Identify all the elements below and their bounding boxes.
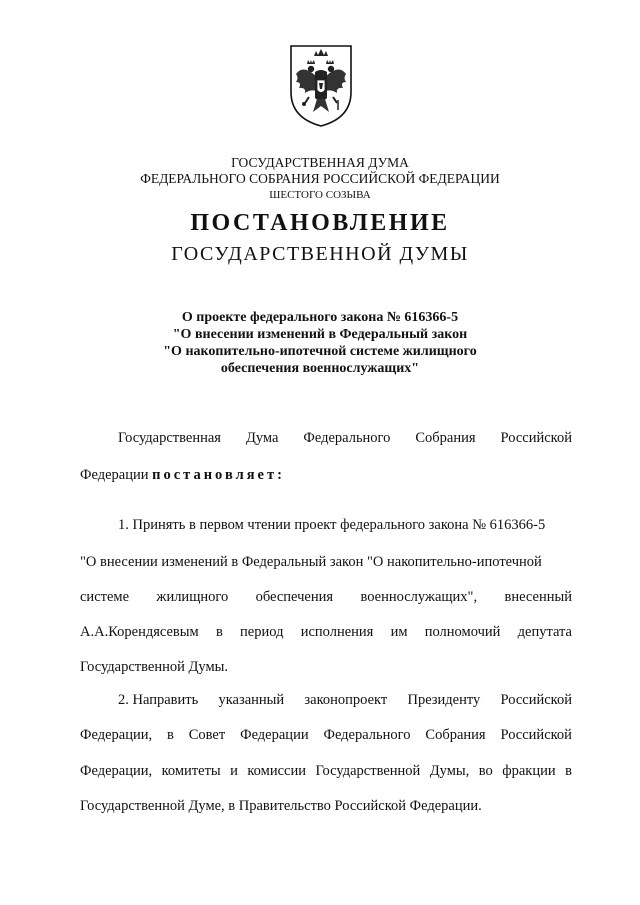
word: им (390, 624, 408, 640)
word: военнослужащих", (360, 589, 478, 605)
word: в (565, 763, 572, 779)
subject-line-1: О проекте федерального закона № 616366-5 (181, 310, 459, 325)
word: комиссии (247, 763, 306, 779)
word: в (215, 624, 223, 640)
subject-line-4: обеспечения военнослужащих" (220, 361, 420, 376)
word: депутата (517, 624, 572, 640)
word: Собрания (415, 430, 476, 446)
word: полномочий (424, 624, 501, 640)
preamble-line-2 (80, 467, 572, 484)
word: указанный (218, 692, 285, 708)
subject-line-3: "О накопительно-ипотечной системе жилищного (163, 344, 477, 359)
word: А.А.Корендясевым (80, 624, 199, 640)
word: жилищного (156, 589, 229, 605)
word: Государственная (118, 430, 221, 446)
item1-line-5: Государственной Думы. (80, 659, 228, 675)
item2-line-1 (118, 692, 572, 709)
coat-of-arms-emblem (287, 42, 355, 128)
word: Федерального (303, 430, 391, 446)
word: Собрания (425, 727, 486, 743)
item1-line-1: 1. Принять в первом чтении проект федерального закона № 616366-5 (118, 517, 546, 533)
word: Российской (500, 692, 572, 708)
word: комитеты (161, 763, 221, 779)
word: внесенный (504, 589, 572, 605)
org-name-line-2: ФЕДЕРАЛЬНОГО СОБРАНИЯ РОССИЙСКОЙ ФЕДЕРАЦИИ (140, 171, 500, 186)
word: Президенту (407, 692, 481, 708)
convocation-line: ШЕСТОГО СОЗЫВА (269, 189, 371, 201)
word: исполнения (300, 624, 374, 640)
word: фракции (502, 763, 556, 779)
word: Федерации, (80, 727, 153, 743)
word: Федерации, (80, 763, 153, 779)
word: законопроект (304, 692, 388, 708)
word: обеспечения (255, 589, 334, 605)
item1-line-2: "О внесении изменений в Федеральный закон "О накопительно-ипотечной (80, 554, 542, 570)
word: Российской (500, 430, 572, 446)
word: Совет (188, 727, 226, 743)
word: Российской (500, 727, 572, 743)
item1-line-3 (80, 589, 572, 606)
item2-line-4: Государственной Думе, в Правительство Российской Федерации. (80, 798, 482, 814)
document-title: ПОСТАНОВЛЕНИЕ (190, 210, 450, 236)
word: Думы, (429, 763, 470, 779)
org-name-line-1: ГОСУДАРСТВЕННАЯ ДУМА (231, 155, 409, 170)
subject-line-2: "О внесении изменений в Федеральный закон (172, 327, 468, 342)
word: в (167, 727, 174, 743)
preamble-line-1 (118, 430, 572, 447)
word: во (478, 763, 493, 779)
word: Государственной (315, 763, 421, 779)
word: Федерации (240, 727, 309, 743)
word: 2. Направить (118, 692, 199, 708)
word: системе (80, 589, 130, 605)
word: период (240, 624, 284, 640)
word: Дума (245, 430, 279, 446)
document-subtitle: ГОСУДАРСТВЕННОЙ ДУМЫ (171, 243, 469, 265)
preamble-subject: Федерации (80, 467, 149, 483)
word: и (230, 763, 238, 779)
item2-line-3 (80, 763, 572, 780)
word: Федерального (323, 727, 411, 743)
item2-line-2 (80, 727, 572, 744)
decree-verb: постановляет: (152, 467, 285, 483)
item1-line-4 (80, 624, 572, 641)
